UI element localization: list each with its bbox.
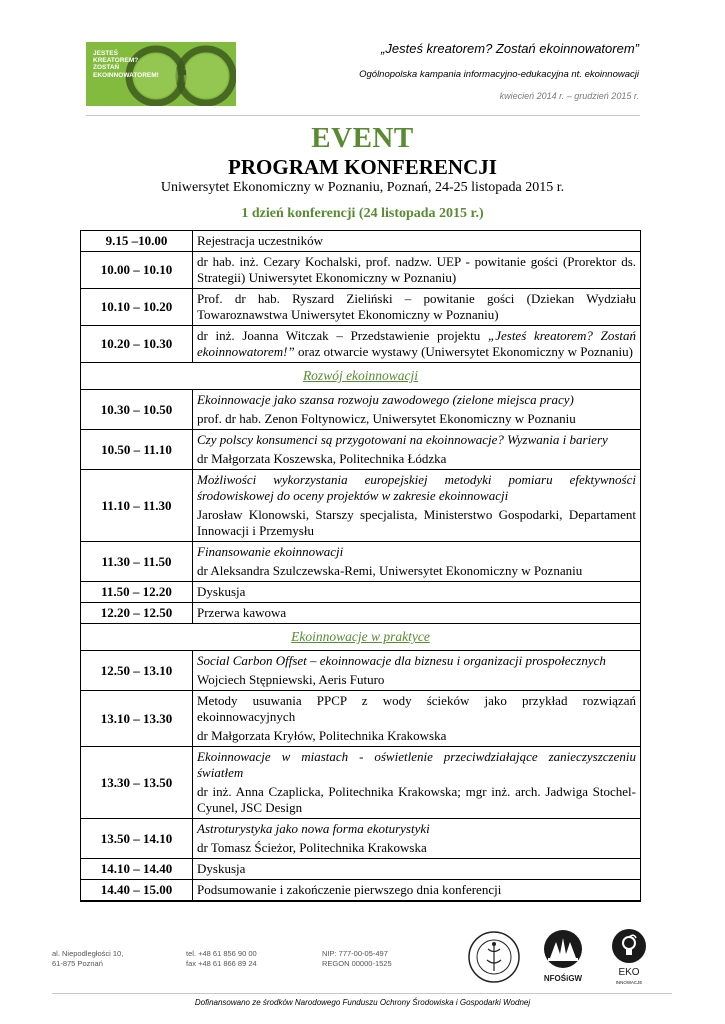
project-title: „Jesteś kreatorem? Zostań ekoinnowatorem!” bbox=[197, 328, 637, 359]
description-cell: Podsumowanie i zakończenie pierwszego dnia konferencji bbox=[193, 880, 641, 902]
table-row bbox=[81, 231, 641, 252]
time-cell: 14.40 – 15.00 bbox=[81, 880, 193, 902]
description-cell bbox=[193, 430, 641, 470]
speaker: dr Aleksandra Szulczewska-Remi, Uniwersytet Ekonomiczny w Poznaniu bbox=[197, 563, 583, 578]
description-cell: Dyskusja bbox=[193, 859, 641, 880]
table-row bbox=[81, 326, 641, 363]
campaign-description: Ogólnopolska kampania informacyjno-edukacyjna nt. ekoinnowacji bbox=[359, 69, 639, 80]
svg-text:NFOŚiGW: NFOŚiGW bbox=[543, 974, 583, 983]
time-cell: 10.10 – 10.20 bbox=[81, 289, 193, 326]
time-cell: 11.50 – 12.20 bbox=[81, 582, 193, 603]
talk-title: Ekoinnowacje jako szansa rozwoju zawodowego (zielone miejsca pracy) bbox=[197, 392, 574, 407]
section-row bbox=[81, 363, 641, 390]
eko-innowacje-logo-icon bbox=[608, 928, 650, 988]
schedule-table bbox=[80, 230, 641, 902]
table-row bbox=[81, 819, 641, 859]
footer-divider bbox=[52, 993, 672, 994]
table-row bbox=[81, 880, 641, 902]
table-row bbox=[81, 859, 641, 880]
table-row bbox=[81, 747, 641, 819]
description-cell bbox=[193, 819, 641, 859]
footer-phone: tel. +48 61 856 90 00 fax +48 61 866 89 24 bbox=[186, 949, 257, 968]
time-cell: 13.30 – 13.50 bbox=[81, 747, 193, 819]
svg-text:EKO: EKO bbox=[618, 967, 640, 978]
description-cell bbox=[193, 651, 641, 691]
time-cell: 10.20 – 10.30 bbox=[81, 326, 193, 363]
svg-text:INNOWACJE: INNOWACJE bbox=[615, 980, 643, 985]
footer-address: al. Niepodległości 10, 61-875 Poznań bbox=[52, 949, 124, 968]
table-row bbox=[81, 430, 641, 470]
time-cell: 12.20 – 12.50 bbox=[81, 603, 193, 624]
footer-tax-ids: NIP: 777-00-05-497 REGON 00000-1525 bbox=[322, 949, 392, 968]
time-cell: 11.30 – 11.50 bbox=[81, 542, 193, 582]
table-row bbox=[81, 582, 641, 603]
description-cell bbox=[193, 691, 641, 747]
table-row bbox=[81, 603, 641, 624]
time-cell: 10.00 – 10.10 bbox=[81, 252, 193, 289]
description-cell bbox=[193, 390, 641, 430]
description-cell: Prof. dr hab. Ryszard Zieliński – powitanie gości (Dziekan Wydziału Towaroznawstwa Uniwersytet Ekonomiczny w Poznaniu) bbox=[193, 289, 641, 326]
description-text: dr inż. Joanna Witczak – Przedstawienie projektu bbox=[197, 328, 488, 343]
table-row bbox=[81, 691, 641, 747]
header-divider bbox=[86, 115, 640, 116]
talk-title: Metody usuwania PPCP z wody ścieków jako przykład rozwiązań ekoinnowacyjnych bbox=[197, 693, 636, 724]
description-cell: dr hab. inż. Cezary Kochalski, prof. nadzw. UEP - powitanie gości (Prorektor ds. Strategii) Uniwersytet Ekonomiczny w Poznaniu) bbox=[193, 252, 641, 289]
speaker: dr Małgorzata Koszewska, Politechnika Łódzka bbox=[197, 451, 447, 466]
table-row bbox=[81, 390, 641, 430]
time-cell: 10.30 – 10.50 bbox=[81, 390, 193, 430]
description-cell: Rejestracja uczestników bbox=[193, 231, 641, 252]
table-row bbox=[81, 542, 641, 582]
speaker: Jarosław Klonowski, Starszy specjalista, Ministerstwo Gospodarki, Departament Innowacji i Przemysłu bbox=[197, 507, 636, 538]
talk-title: Finansowanie ekoinnowacji bbox=[197, 544, 344, 559]
venue-line: Uniwersytet Ekonomiczny w Poznaniu, Poznań, 24-25 listopada 2015 r. bbox=[160, 180, 565, 195]
speaker: dr inż. Anna Czaplicka, Politechnika Krakowska; mgr inż. arch. Jadwiga Stochel-Cyunel, JSC Design bbox=[197, 784, 636, 815]
description-cell bbox=[193, 542, 641, 582]
university-seal-icon bbox=[467, 930, 521, 984]
talk-title: Czy polscy konsumenci są przygotowani na ekoinnowacje? Wyzwania i bariery bbox=[197, 432, 608, 447]
funding-note: Dofinansowano ze środków Narodowego Funduszu Ochrony Środowiska i Gospodarki Wodnej bbox=[194, 998, 531, 1007]
speaker: prof. dr hab. Zenon Foltynowicz, Uniwersytet Ekonomiczny w Poznaniu bbox=[197, 411, 576, 426]
table-row bbox=[81, 470, 641, 542]
nfosigw-logo-icon bbox=[542, 928, 584, 988]
time-cell: 9.15 –10.00 bbox=[81, 231, 193, 252]
talk-title: Social Carbon Offset – ekoinnowacje dla biznesu i organizacji prospołecznych bbox=[197, 653, 606, 668]
section-row bbox=[81, 624, 641, 651]
program-title: PROGRAM KONFERENCJI bbox=[228, 155, 497, 179]
talk-title: Możliwości wykorzystania europejskiej metodyki pomiaru efektywności środowiskowej do oceny projektów w zakresie ekoinnowacji bbox=[197, 472, 636, 503]
campaign-dates: kwiecień 2014 r. – grudzień 2015 r. bbox=[499, 91, 639, 101]
description-cell: Dyskusja bbox=[193, 582, 641, 603]
event-heading: EVENT bbox=[311, 122, 414, 154]
speaker: dr Małgorzata Kryłów, Politechnika Krakowska bbox=[197, 728, 447, 743]
time-cell: 13.50 – 14.10 bbox=[81, 819, 193, 859]
logo-text: JESTEŚ KREATOREM? ZOSTAŃ EKOINNOWATOREM! bbox=[93, 50, 159, 79]
section-heading-praktyka: Ekoinnowacje w praktyce bbox=[81, 624, 641, 651]
time-cell: 10.50 – 11.10 bbox=[81, 430, 193, 470]
table-row bbox=[81, 252, 641, 289]
section-heading-rozwoj: Rozwój ekoinnowacji bbox=[81, 363, 641, 390]
time-cell: 13.10 – 13.30 bbox=[81, 691, 193, 747]
description-cell bbox=[193, 326, 641, 363]
table-row bbox=[81, 289, 641, 326]
description-cell bbox=[193, 470, 641, 542]
talk-title: Ekoinnowacje w miastach - oświetlenie przeciwdziałające zanieczyszczeniu światłem bbox=[197, 749, 636, 780]
description-cell bbox=[193, 747, 641, 819]
campaign-slogan: „Jesteś kreatorem? Zostań ekoinnowatorem” bbox=[381, 41, 639, 56]
talk-title: Astroturystyka jako nowa forma ekoturystyki bbox=[197, 821, 430, 836]
table-row bbox=[81, 651, 641, 691]
time-cell: 11.10 – 11.30 bbox=[81, 470, 193, 542]
description-text: oraz otwarcie wystawy (Uniwersytet Ekonomiczny w Poznaniu) bbox=[294, 344, 633, 359]
speaker: dr Tomasz Ścieżor, Politechnika Krakowska bbox=[197, 840, 427, 855]
time-cell: 14.10 – 14.40 bbox=[81, 859, 193, 880]
speaker: Wojciech Stępniewski, Aeris Futuro bbox=[197, 672, 385, 687]
campaign-logo bbox=[86, 42, 236, 106]
time-cell: 12.50 – 13.10 bbox=[81, 651, 193, 691]
description-cell: Przerwa kawowa bbox=[193, 603, 641, 624]
day-heading: 1 dzień konferencji (24 listopada 2015 r.) bbox=[241, 206, 484, 221]
